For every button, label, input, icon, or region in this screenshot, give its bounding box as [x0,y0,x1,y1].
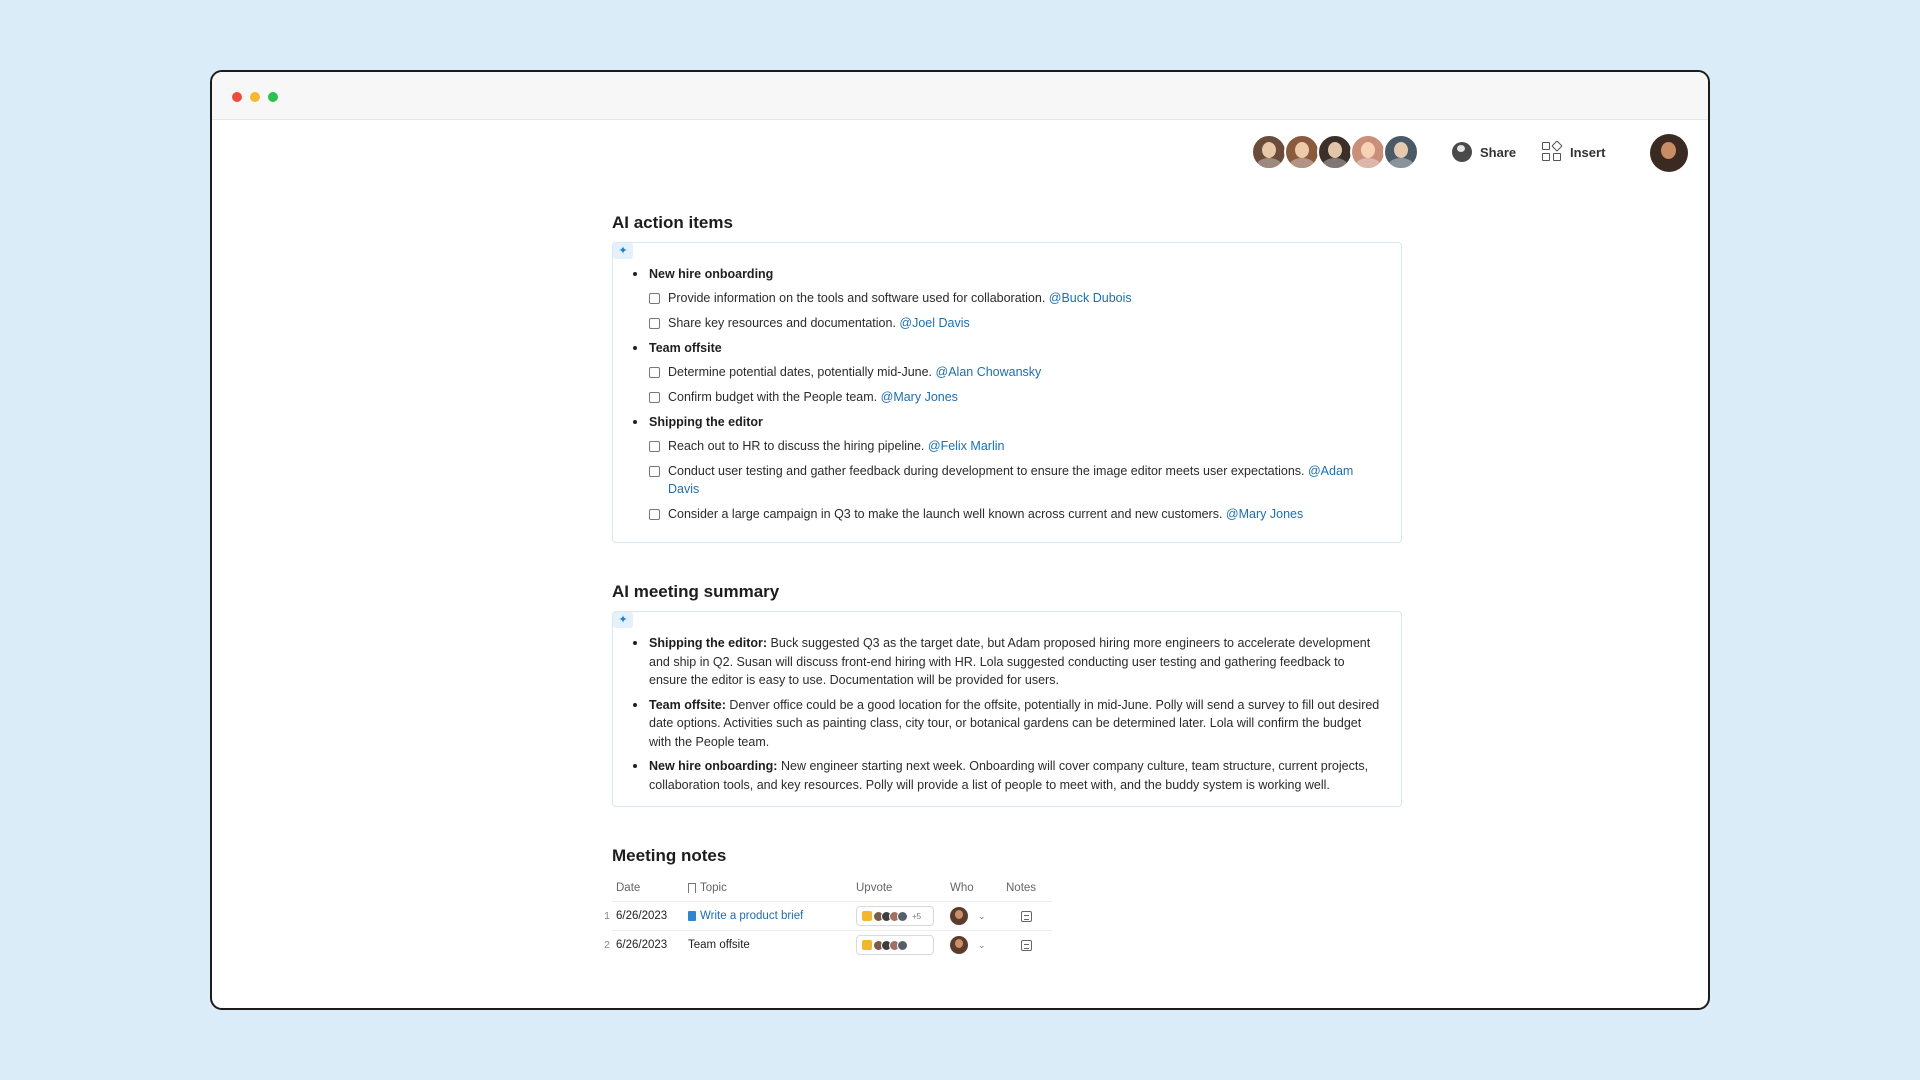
row-topic-text: Team offsite [688,939,750,951]
action-group [629,339,1385,406]
table-row[interactable] [604,901,1052,930]
task-checkbox[interactable] [649,318,660,329]
mention-link[interactable]: @Joel Davis [899,316,970,330]
task-text [668,462,1385,498]
doc-content [604,212,1402,959]
bookmark-icon [688,883,696,893]
task-item [629,462,1385,498]
row-upvote [856,935,950,955]
summary-item-label: Team offsite: [649,697,726,712]
column-who[interactable]: Who [950,882,974,894]
task-text [668,437,1004,455]
row-topic[interactable] [688,939,856,951]
task-item [629,505,1385,523]
avatar[interactable] [1251,134,1287,170]
column-notes[interactable]: Notes [1006,882,1037,894]
upvote-button[interactable] [856,906,934,926]
task-item [629,314,1385,332]
assignee-avatar[interactable] [950,907,968,925]
insert-label: Insert [1570,144,1606,160]
column-upvote[interactable]: Upvote [856,882,893,894]
voter-avatars [876,911,908,922]
row-who[interactable] [950,936,1006,954]
row-date[interactable]: 6/26/2023 [616,910,668,922]
share-label: Share [1480,144,1517,160]
action-group-heading: New hire onboarding [629,265,1385,283]
ai-sparkle-icon[interactable]: ✦ [613,612,633,628]
avatar[interactable] [1284,134,1320,170]
share-button[interactable] [1452,134,1516,170]
task-description: Confirm budget with the People team. [668,390,881,404]
task-text [668,363,1041,381]
row-topic-text[interactable]: Write a product brief [700,910,804,922]
close-window-button[interactable] [232,92,242,102]
mention-link[interactable]: @Felix Marlin [927,439,1005,453]
task-checkbox[interactable] [649,367,660,378]
task-item [629,388,1385,406]
action-items-title: AI action items [612,213,733,232]
current-user-avatar[interactable] [1650,134,1688,172]
row-number: 1 [604,910,610,922]
app-window [210,70,1710,1010]
task-checkbox[interactable] [649,293,660,304]
summary-item [629,696,1385,752]
task-description: Conduct user testing and gather feedback during development to ensure the image editor meets user expectations. [668,464,1308,478]
table-row[interactable] [604,930,1052,959]
chevron-down-icon[interactable]: ⌄ [978,939,986,950]
meeting-notes-table [604,875,1052,959]
task-text [668,314,970,332]
voter-avatar [897,911,908,922]
task-checkbox[interactable] [649,466,660,477]
task-item [629,437,1385,455]
row-notes[interactable] [1006,911,1046,922]
task-checkbox[interactable] [649,509,660,520]
summary-item-label: New hire onboarding: [649,759,778,773]
task-item [629,289,1385,307]
mention-link[interactable]: @Buck Dubois [1048,291,1132,305]
assignee-avatar[interactable] [950,936,968,954]
task-description: Consider a large campaign in Q3 to make the launch well known across current and new customers. [668,507,1226,521]
upvote-extra-count: +5 [912,911,922,921]
avatar[interactable] [1317,134,1353,170]
task-item [629,363,1385,381]
action-group [629,265,1385,332]
row-notes[interactable] [1006,940,1046,951]
row-who[interactable] [950,907,1006,925]
insert-button[interactable] [1542,134,1605,170]
mention-link[interactable]: @Adam Davis [668,464,1354,496]
insert-grid-icon [1542,142,1562,162]
chevron-down-icon[interactable]: ⌄ [978,910,986,921]
task-checkbox[interactable] [649,392,660,403]
task-description: Determine potential dates, potentially mid-June. [668,365,936,379]
task-text [668,505,1303,523]
collaborator-avatars[interactable] [1254,134,1419,170]
thumbs-up-icon [862,940,872,950]
summary-item-label: Shipping the editor: [649,636,768,650]
voter-avatar [897,940,908,951]
globe-icon [1452,142,1472,162]
column-topic-label: Topic [700,882,727,894]
action-group [629,413,1385,523]
summary-item-text: Buck suggested Q3 as the target date, but Adam proposed hiring more engineers to accelerate development and ship in Q2. Susan will discuss front-end hiring with HR. Lola suggested conducting user testing and gathering feedback to ensure the editor is easy to use. Documentation will be provided for users. [649,636,1371,687]
minimize-window-button[interactable] [250,92,260,102]
summary-title: AI meeting summary [612,582,780,601]
action-group-heading: Shipping the editor [629,413,1385,431]
ai-sparkle-icon[interactable]: ✦ [613,243,633,259]
meeting-notes-title: Meeting notes [612,846,727,865]
voter-avatars [876,940,908,951]
summary-item [629,757,1385,794]
summary-item-text: New engineer starting next week. Onboarding will cover company culture, team structure, current projects, collaboration tools, and key resources. Polly will provide a list of people to meet with, and the buddy system is working well. [649,759,1369,792]
task-description: Share key resources and documentation. [668,316,900,330]
task-checkbox[interactable] [649,441,660,452]
task-description: Reach out to HR to discuss the hiring pipeline. [668,439,928,453]
table-header [612,875,1052,901]
avatar[interactable] [1350,134,1386,170]
upvote-button[interactable] [856,935,934,955]
avatar[interactable] [1383,134,1419,170]
thumbs-up-icon [862,911,872,921]
document-icon [688,911,696,921]
summary-item-text: Denver office could be a good location for the offsite, potentially in mid-June. Polly will send a survey to fill out desired date options. Activities such as painting class, city tour, or botanical gardens can be determined later. Lola will confirm the budget with the People team. [649,697,1380,749]
notes-icon[interactable] [1021,911,1032,922]
task-text [668,388,958,406]
doc-toolbar [212,134,1708,174]
row-number: 2 [604,939,610,951]
mention-link[interactable]: @Mary Jones [880,390,958,404]
column-date[interactable]: Date [616,882,641,894]
row-topic[interactable] [688,910,856,922]
row-upvote [856,906,950,926]
action-items-block[interactable] [612,242,1402,543]
notes-icon[interactable] [1021,940,1032,951]
maximize-window-button[interactable] [268,92,278,102]
row-date[interactable]: 6/26/2023 [616,939,668,951]
task-description: Provide information on the tools and software used for collaboration. [668,291,1049,305]
column-topic[interactable] [688,882,856,894]
task-text [668,289,1132,307]
action-group-heading: Team offsite [629,339,1385,357]
mention-link[interactable]: @Alan Chowansky [935,365,1042,379]
summary-item [629,634,1385,690]
meeting-summary-block[interactable] [612,611,1402,807]
mention-link[interactable]: @Mary Jones [1225,507,1304,521]
title-bar [212,72,1708,120]
